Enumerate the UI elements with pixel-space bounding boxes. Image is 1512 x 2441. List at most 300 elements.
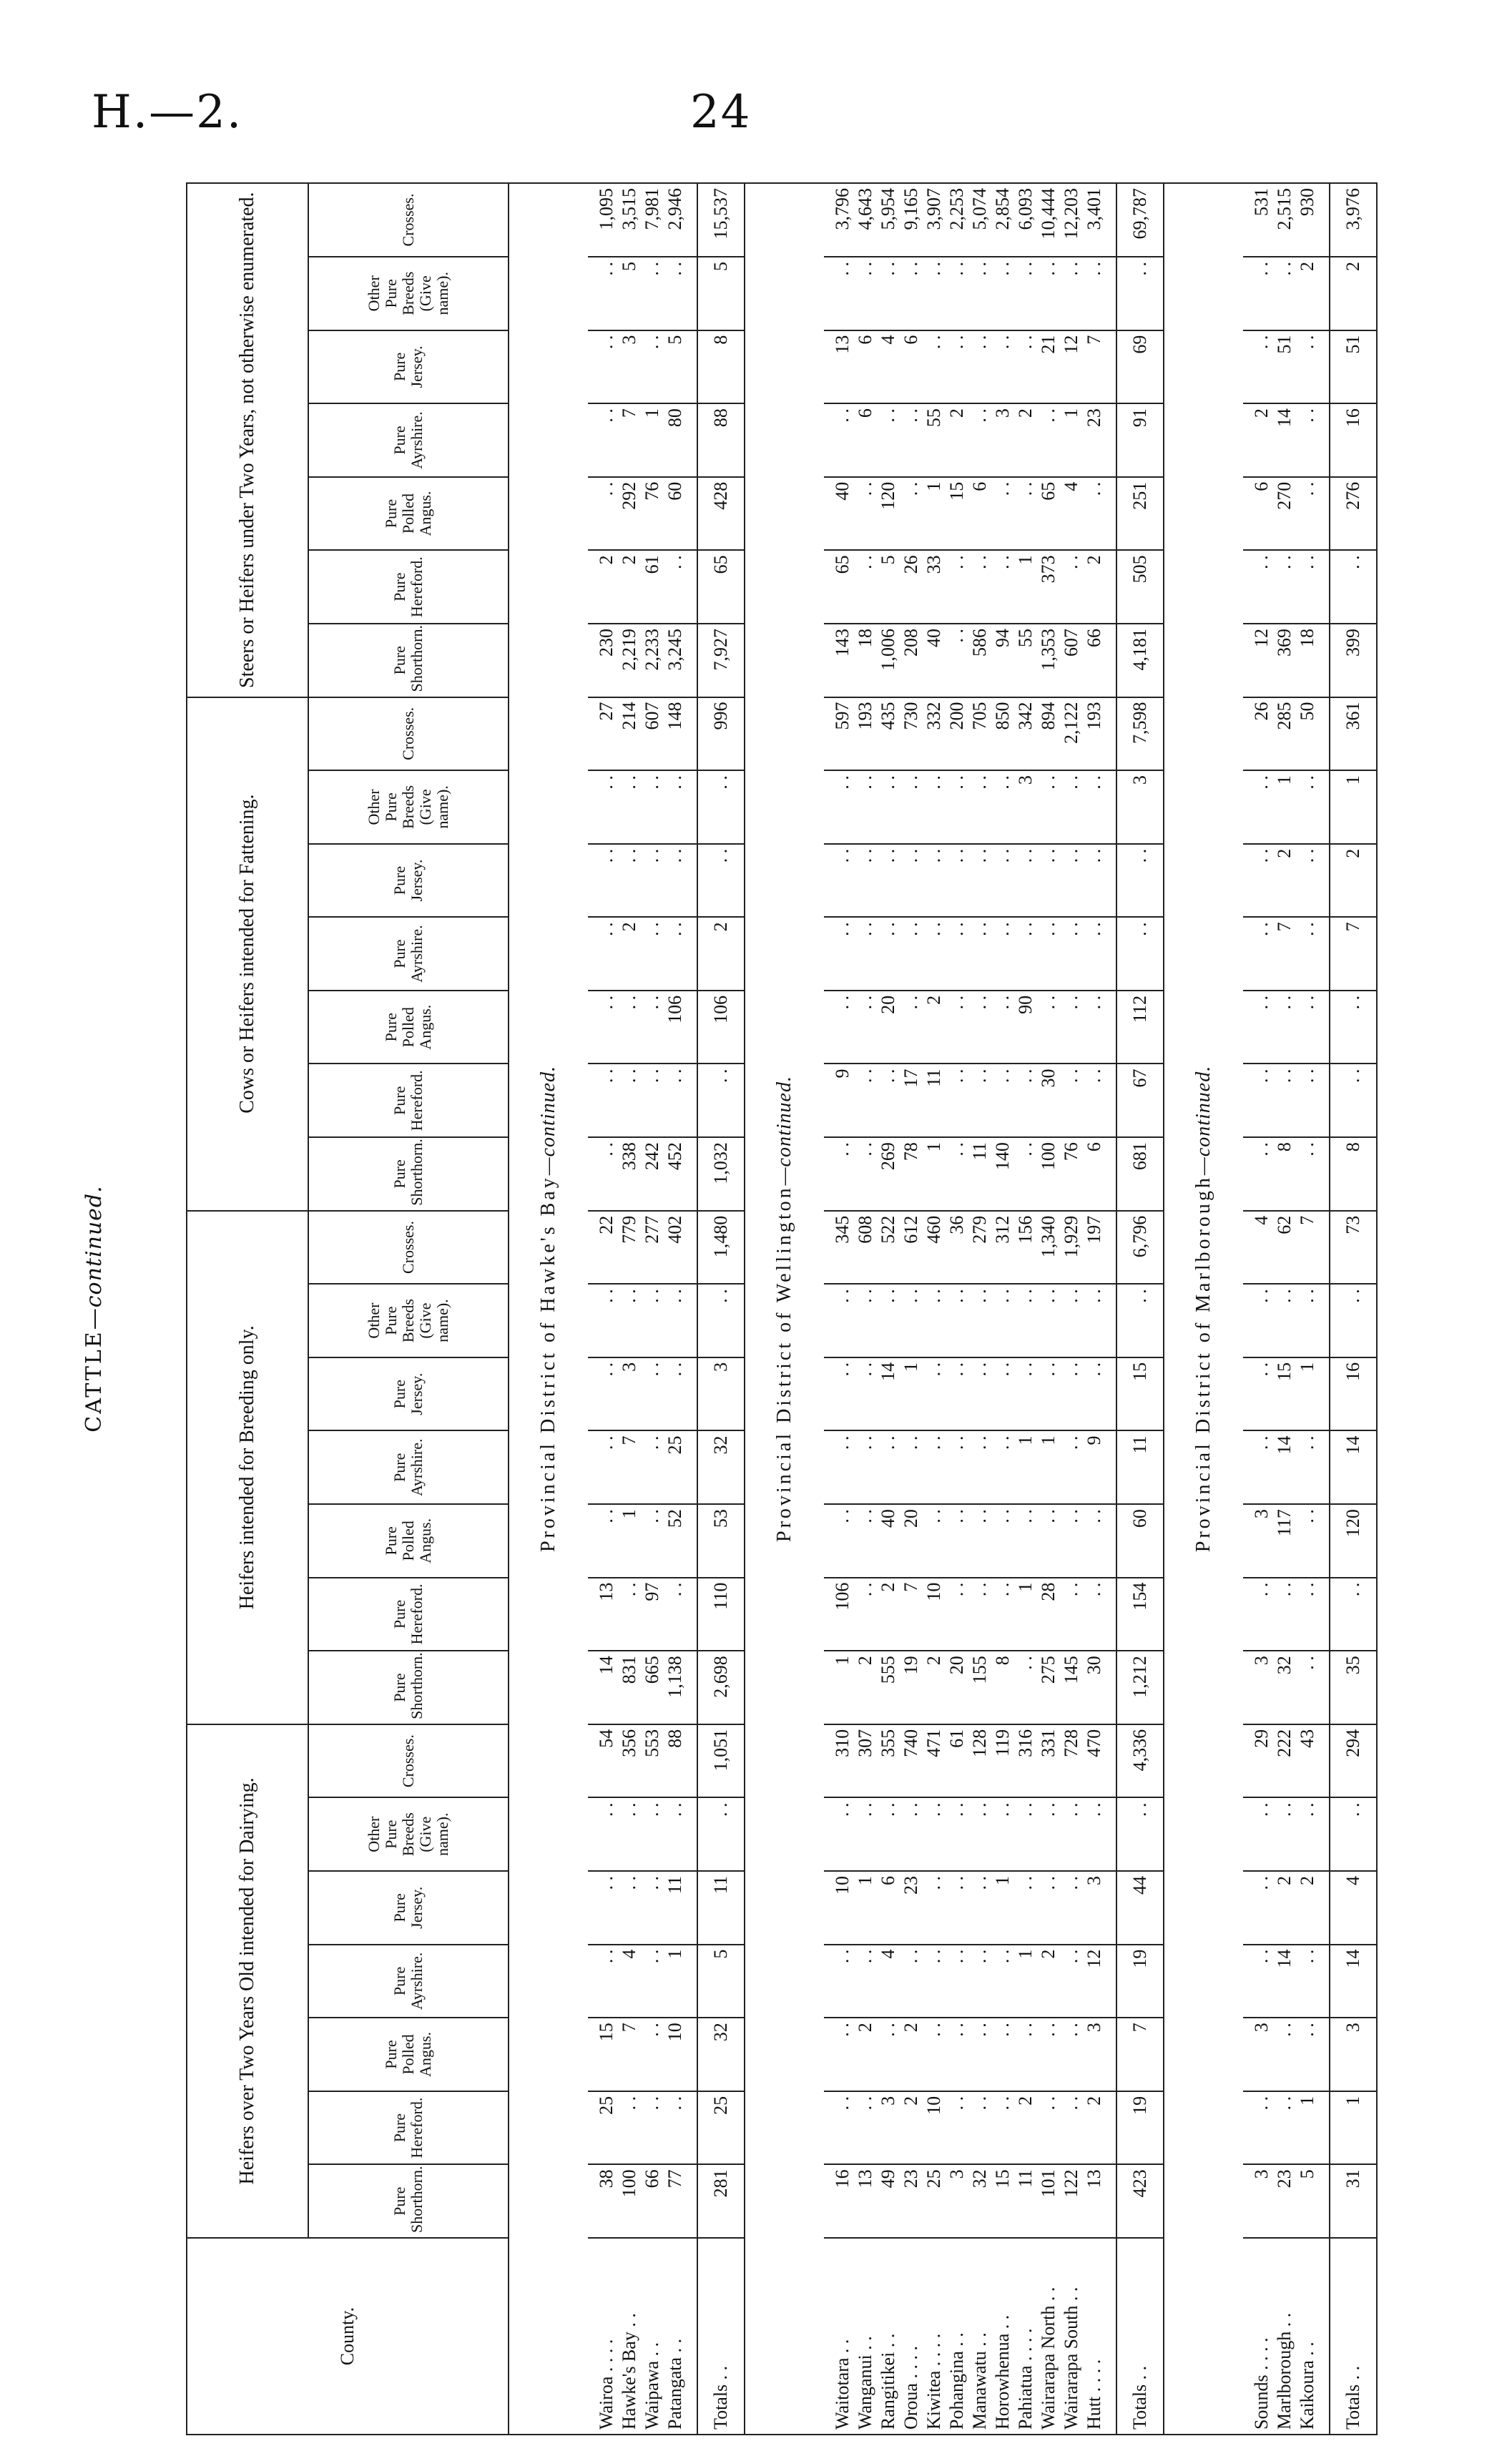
totals-label: Totals . .	[697, 2238, 745, 2435]
table-cell: . .	[900, 1945, 923, 2018]
table-cell: . .	[588, 1064, 618, 1138]
column-header: Pure Ayrshire.	[308, 1945, 509, 2018]
spacer-cell	[1319, 1357, 1330, 1431]
totals-cell: . .	[1116, 1797, 1164, 1871]
table-cell: 61	[946, 1724, 968, 1798]
spacer-cell	[1319, 991, 1330, 1064]
table-cell: 831	[618, 1651, 641, 1724]
table-cell: . .	[968, 1945, 991, 2018]
table-cell: . .	[641, 917, 664, 991]
totals-cell: 251	[1116, 477, 1164, 551]
table-cell: 522	[877, 1211, 900, 1285]
district-name-suffix: —continued.	[537, 1065, 559, 1176]
table-cell: 332	[923, 697, 946, 771]
table-cell: . .	[923, 917, 946, 991]
table-cell: 65	[1037, 477, 1060, 551]
spacer-cell	[1106, 1430, 1116, 1504]
table-cell: . .	[1243, 1945, 1273, 2018]
table-cell: 51	[1273, 330, 1296, 404]
page-number: 24	[690, 86, 752, 139]
table-cell: 612	[900, 1211, 923, 1285]
totals-cell: . .	[697, 1064, 745, 1138]
table-cell: 122	[1060, 2164, 1083, 2238]
table-cell: 1	[824, 1651, 854, 1724]
table-cell: 155	[968, 1651, 991, 1724]
table-cell: 13	[824, 330, 854, 404]
totals-cell: 154	[1116, 1578, 1164, 1651]
table-cell: . .	[900, 917, 923, 991]
district-heading	[1164, 183, 1243, 2435]
table-cell: . .	[854, 1578, 877, 1651]
table-cell: . .	[1014, 1871, 1037, 1945]
table-cell: . .	[968, 1871, 991, 1945]
table-cell: . .	[1243, 1578, 1273, 1651]
table-cell: . .	[877, 257, 900, 330]
table-cell: . .	[946, 624, 968, 697]
table-cell: 9	[1083, 1430, 1106, 1504]
table-cell: . .	[923, 2018, 946, 2091]
table-cell: 100	[1037, 1137, 1060, 1211]
district-heading-row	[509, 183, 588, 2435]
table-cell: . .	[1083, 991, 1106, 1064]
table-cell: . .	[923, 1284, 946, 1357]
table-cell: 1	[641, 403, 664, 477]
table-cell: 269	[877, 1137, 900, 1211]
table-cell: 214	[618, 697, 641, 771]
spacer-cell	[687, 1945, 697, 2018]
table-cell: . .	[991, 1430, 1014, 1504]
column-header: Pure Shorthorn.	[308, 1651, 509, 1724]
table-cell: 13	[588, 1578, 618, 1651]
table-cell: . .	[1296, 1504, 1319, 1578]
totals-cell: . .	[697, 770, 745, 844]
table-cell: . .	[900, 770, 923, 844]
table-cell: . .	[1243, 330, 1273, 404]
table-cell: . .	[1273, 2091, 1296, 2165]
table-row	[1037, 183, 1060, 2435]
county-name: Kiwitea . . . .	[923, 2238, 946, 2435]
table-cell: 120	[877, 477, 900, 551]
county-name: Wairarapa South . .	[1060, 2238, 1083, 2435]
spacer-cell	[1319, 550, 1330, 624]
table-cell: . .	[923, 1945, 946, 2018]
table-cell: . .	[824, 1797, 854, 1871]
table-cell: 222	[1273, 1724, 1296, 1798]
table-cell: 2,854	[991, 183, 1014, 257]
table-cell: 10	[664, 2018, 687, 2091]
table-cell: . .	[664, 770, 687, 844]
table-cell: . .	[1296, 1137, 1319, 1211]
table-cell: 14	[1273, 1945, 1296, 2018]
table-cell: 128	[968, 1724, 991, 1798]
table-cell: 728	[1060, 1724, 1083, 1798]
totals-row	[697, 183, 745, 2435]
spacer-cell	[1106, 2018, 1116, 2091]
table-cell: . .	[877, 1430, 900, 1504]
table-cell: . .	[1296, 1797, 1319, 1871]
table-cell: . .	[588, 477, 618, 551]
table-cell: . .	[1060, 1945, 1083, 2018]
spacer-row	[1319, 183, 1330, 2435]
table-cell: 14	[1273, 403, 1296, 477]
table-cell: 1	[1273, 770, 1296, 844]
table-cell: . .	[946, 550, 968, 624]
table-cell: . .	[618, 844, 641, 918]
table-cell: . .	[1037, 770, 1060, 844]
totals-cell: 2	[1330, 844, 1377, 918]
totals-cell: 4	[1330, 1871, 1377, 1945]
table-cell: 3	[1083, 1871, 1106, 1945]
table-cell: . .	[588, 1357, 618, 1431]
spacer-cell	[687, 2238, 697, 2435]
table-cell: . .	[991, 330, 1014, 404]
spacer-cell	[1319, 844, 1330, 918]
table-cell: 2,253	[946, 183, 968, 257]
table-cell: 850	[991, 697, 1014, 771]
totals-cell: . .	[1116, 917, 1164, 991]
county-name: Marlborough . .	[1273, 2238, 1296, 2435]
table-cell: 331	[1037, 1724, 1060, 1798]
table-cell: 2,515	[1273, 183, 1296, 257]
table-cell: 452	[664, 1137, 687, 1211]
spacer-cell	[1106, 1211, 1116, 1285]
table-cell: 7	[1083, 330, 1106, 404]
spacer-cell	[687, 917, 697, 991]
totals-cell: 281	[697, 2164, 745, 2238]
spacer-cell	[1106, 2091, 1116, 2165]
table-cell: . .	[946, 1357, 968, 1431]
column-header: Pure Polled Angus.	[308, 2018, 509, 2091]
table-cell: 1,929	[1060, 1211, 1083, 1285]
table-cell: . .	[641, 1797, 664, 1871]
table-cell: 6	[900, 330, 923, 404]
table-cell: . .	[946, 1797, 968, 1871]
table-cell: 531	[1243, 183, 1273, 257]
table-cell: . .	[923, 1797, 946, 1871]
totals-cell: 2	[697, 917, 745, 991]
table-row	[991, 183, 1014, 2435]
spacer-cell	[1106, 1357, 1116, 1431]
table-cell: . .	[1037, 1284, 1060, 1357]
table-cell: 23	[900, 1871, 923, 1945]
table-cell: . .	[1014, 2018, 1037, 2091]
table-cell: . .	[1296, 1578, 1319, 1651]
table-cell: 12,203	[1060, 183, 1083, 257]
table-cell: 5	[877, 550, 900, 624]
totals-cell: 120	[1330, 1504, 1377, 1578]
totals-cell: 25	[697, 2091, 745, 2165]
table-cell: . .	[824, 403, 854, 477]
table-cell: 25	[664, 1430, 687, 1504]
spacer-cell	[1106, 1871, 1116, 1945]
table-cell: 2	[946, 403, 968, 477]
county-name: Kaikoura . .	[1296, 2238, 1319, 2435]
table-cell: 2	[1243, 403, 1273, 477]
spacer-cell	[687, 1504, 697, 1578]
table-cell: 2	[900, 2018, 923, 2091]
table-cell: 3,401	[1083, 183, 1106, 257]
table-cell: . .	[854, 257, 877, 330]
county-name: Rangitikei . .	[877, 2238, 900, 2435]
table-cell: . .	[618, 1578, 641, 1651]
totals-cell: 88	[697, 403, 745, 477]
table-cell: . .	[991, 917, 1014, 991]
spacer-cell	[1319, 917, 1330, 991]
rotated-table-page	[79, 182, 1363, 2435]
table-cell: 7	[618, 403, 641, 477]
spacer-cell	[1319, 183, 1330, 257]
table-cell: . .	[968, 1064, 991, 1138]
spacer-cell	[1106, 1797, 1116, 1871]
table-cell: 1	[1014, 1578, 1037, 1651]
table-cell: . .	[1037, 844, 1060, 918]
table-cell: . .	[946, 1945, 968, 2018]
column-header: Pure Polled Angus.	[308, 991, 509, 1064]
table-cell: 6,093	[1014, 183, 1037, 257]
table-cell: 705	[968, 697, 991, 771]
table-cell: . .	[1014, 1357, 1037, 1431]
spacer-cell	[687, 1137, 697, 1211]
table-cell: . .	[1296, 991, 1319, 1064]
table-cell: 2	[1083, 550, 1106, 624]
table-cell: 230	[588, 624, 618, 697]
totals-cell: 3,976	[1330, 183, 1377, 257]
totals-cell: . .	[1116, 257, 1164, 330]
table-cell: 65	[824, 550, 854, 624]
county-name: Oroua . . . .	[900, 2238, 923, 2435]
totals-cell: . .	[1330, 1578, 1377, 1651]
spacer-cell	[687, 330, 697, 404]
table-cell: 193	[1083, 697, 1106, 771]
table-cell: 11	[968, 1137, 991, 1211]
spacer-cell	[1106, 844, 1116, 918]
table-cell: . .	[854, 1357, 877, 1431]
table-cell: . .	[1037, 1504, 1060, 1578]
table-cell: 3	[946, 2164, 968, 2238]
table-cell: . .	[1296, 1651, 1319, 1724]
table-body	[509, 183, 1377, 2435]
table-cell: . .	[854, 770, 877, 844]
table-cell: 49	[877, 2164, 900, 2238]
spacer-cell	[1319, 624, 1330, 697]
table-cell: . .	[900, 403, 923, 477]
spacer-cell	[1319, 2091, 1330, 2165]
district-heading-row	[745, 183, 824, 2435]
table-cell: . .	[1037, 1797, 1060, 1871]
column-header: Pure Jersey.	[308, 844, 509, 918]
totals-cell: 7	[1330, 917, 1377, 991]
table-cell: 14	[877, 1357, 900, 1431]
table-cell: 22	[588, 1211, 618, 1285]
spacer-cell	[1106, 550, 1116, 624]
totals-cell: 399	[1330, 624, 1377, 697]
totals-row	[1116, 183, 1164, 2435]
table-cell: 1	[1014, 550, 1037, 624]
table-cell: . .	[946, 2091, 968, 2165]
table-cell: . .	[854, 1945, 877, 2018]
table-row	[588, 183, 618, 2435]
table-cell: . .	[877, 403, 900, 477]
table-cell: 23	[1273, 2164, 1296, 2238]
table-cell: . .	[824, 1137, 854, 1211]
table-cell: 338	[618, 1137, 641, 1211]
table-cell: . .	[1037, 403, 1060, 477]
table-cell: . .	[588, 1797, 618, 1871]
column-header: Other Pure Breeds (Give name).	[308, 257, 509, 330]
table-cell: . .	[824, 844, 854, 918]
table-cell: 117	[1273, 1504, 1296, 1578]
table-cell: 12	[1243, 624, 1273, 697]
table-cell: 3	[991, 403, 1014, 477]
table-cell: 6	[968, 477, 991, 551]
table-cell: . .	[1273, 550, 1296, 624]
table-cell: . .	[641, 770, 664, 844]
table-cell: 1	[664, 1945, 687, 2018]
totals-cell: . .	[1330, 991, 1377, 1064]
table-cell: 8	[1273, 1137, 1296, 1211]
totals-cell: 8	[697, 330, 745, 404]
table-cell: . .	[1037, 2018, 1060, 2091]
spacer-cell	[1106, 917, 1116, 991]
totals-cell: 1,212	[1116, 1651, 1164, 1724]
table-cell: . .	[968, 2018, 991, 2091]
table-cell: 40	[824, 477, 854, 551]
table-cell: 55	[923, 403, 946, 477]
spacer-cell	[687, 1357, 697, 1431]
table-cell: . .	[641, 991, 664, 1064]
table-cell: 3	[1243, 1651, 1273, 1724]
table-cell: . .	[877, 1284, 900, 1357]
spacer-cell	[1319, 1578, 1330, 1651]
table-cell: 66	[641, 2164, 664, 2238]
totals-cell: 681	[1116, 1137, 1164, 1211]
table-cell: . .	[991, 550, 1014, 624]
table-cell: 7	[1273, 917, 1296, 991]
table-cell: 33	[923, 550, 946, 624]
table-cell: . .	[1037, 1871, 1060, 1945]
spacer-cell	[687, 183, 697, 257]
table-cell: . .	[854, 1504, 877, 1578]
table-cell: . .	[1037, 1357, 1060, 1431]
table-cell: 32	[968, 2164, 991, 2238]
table-cell: . .	[991, 1284, 1014, 1357]
table-cell: . .	[946, 991, 968, 1064]
table-cell: 3	[1243, 2164, 1273, 2238]
table-cell: . .	[877, 2018, 900, 2091]
table-cell: 26	[1243, 697, 1273, 771]
table-cell: . .	[1060, 991, 1083, 1064]
table-cell: . .	[900, 1797, 923, 1871]
totals-cell: . .	[1116, 1284, 1164, 1357]
table-cell: . .	[641, 2091, 664, 2165]
table-cell: . .	[991, 257, 1014, 330]
table-row	[1083, 183, 1106, 2435]
column-header: Pure Ayrshire.	[308, 917, 509, 991]
table-cell: . .	[588, 1137, 618, 1211]
table-cell: . .	[641, 1284, 664, 1357]
spacer-cell	[1106, 697, 1116, 771]
table-cell: 586	[968, 624, 991, 697]
table-cell: 2	[854, 2018, 877, 2091]
table-cell: . .	[1273, 1284, 1296, 1357]
table-cell: 3	[1014, 770, 1037, 844]
spacer-cell	[1319, 770, 1330, 844]
table-cell: 2,946	[664, 183, 687, 257]
table-cell: . .	[968, 991, 991, 1064]
county-name: Waitotara . .	[824, 2238, 854, 2435]
spacer-cell	[687, 1211, 697, 1285]
totals-cell: 69,787	[1116, 183, 1164, 257]
district-heading	[745, 183, 824, 2435]
totals-cell: . .	[697, 1284, 745, 1357]
totals-cell: 69	[1116, 330, 1164, 404]
totals-cell: 1,051	[697, 1724, 745, 1798]
totals-cell: 276	[1330, 477, 1377, 551]
table-cell: . .	[923, 1430, 946, 1504]
table-cell: . .	[991, 1357, 1014, 1431]
table-cell: 2,219	[618, 624, 641, 697]
table-cell: . .	[824, 2018, 854, 2091]
table-cell: 8	[991, 1651, 1014, 1724]
table-cell: . .	[1014, 1137, 1037, 1211]
table-cell: 740	[900, 1724, 923, 1798]
county-header: County.	[187, 2238, 509, 2435]
table-cell: 316	[1014, 1724, 1037, 1798]
table-cell: 18	[854, 624, 877, 697]
table-cell: 12	[1083, 1945, 1106, 2018]
table-cell: 10	[824, 1871, 854, 1945]
table-cell: 3,796	[824, 183, 854, 257]
table-cell: . .	[588, 844, 618, 918]
table-cell: 310	[824, 1724, 854, 1798]
table-cell: . .	[968, 2091, 991, 2165]
totals-cell: 53	[697, 1504, 745, 1578]
table-cell: . .	[588, 991, 618, 1064]
totals-cell: . .	[1330, 550, 1377, 624]
table-cell: . .	[641, 330, 664, 404]
table-cell: . .	[664, 1357, 687, 1431]
district-name: Provincial District of Marlborough	[1192, 1175, 1214, 1553]
county-name: Wairoa . . . .	[588, 2238, 618, 2435]
table-cell: . .	[1273, 1797, 1296, 1871]
table-cell: 94	[991, 624, 1014, 697]
table-cell: 930	[1296, 183, 1319, 257]
table-cell: 156	[1014, 1211, 1037, 1285]
table-cell: . .	[946, 1137, 968, 1211]
table-cell: . .	[877, 770, 900, 844]
spacer-cell	[1319, 2238, 1330, 2435]
spacer-cell	[687, 1871, 697, 1945]
totals-cell: 60	[1116, 1504, 1164, 1578]
table-cell: . .	[641, 1871, 664, 1945]
column-header: Pure Shorthorn.	[308, 1137, 509, 1211]
table-cell: . .	[1083, 257, 1106, 330]
table-cell: 1	[1060, 403, 1083, 477]
table-cell: 5,954	[877, 183, 900, 257]
totals-cell: . .	[697, 844, 745, 918]
spacer-cell	[1319, 1797, 1330, 1871]
table-cell: . .	[968, 403, 991, 477]
spacer-cell	[1319, 403, 1330, 477]
spacer-cell	[687, 1578, 697, 1651]
table-cell: . .	[1083, 1284, 1106, 1357]
table-cell: 78	[900, 1137, 923, 1211]
table-cell: . .	[1296, 1064, 1319, 1138]
table-cell: 50	[1296, 697, 1319, 771]
table-cell: 106	[824, 1578, 854, 1651]
spacer-cell	[1106, 1578, 1116, 1651]
totals-cell: 15,537	[697, 183, 745, 257]
